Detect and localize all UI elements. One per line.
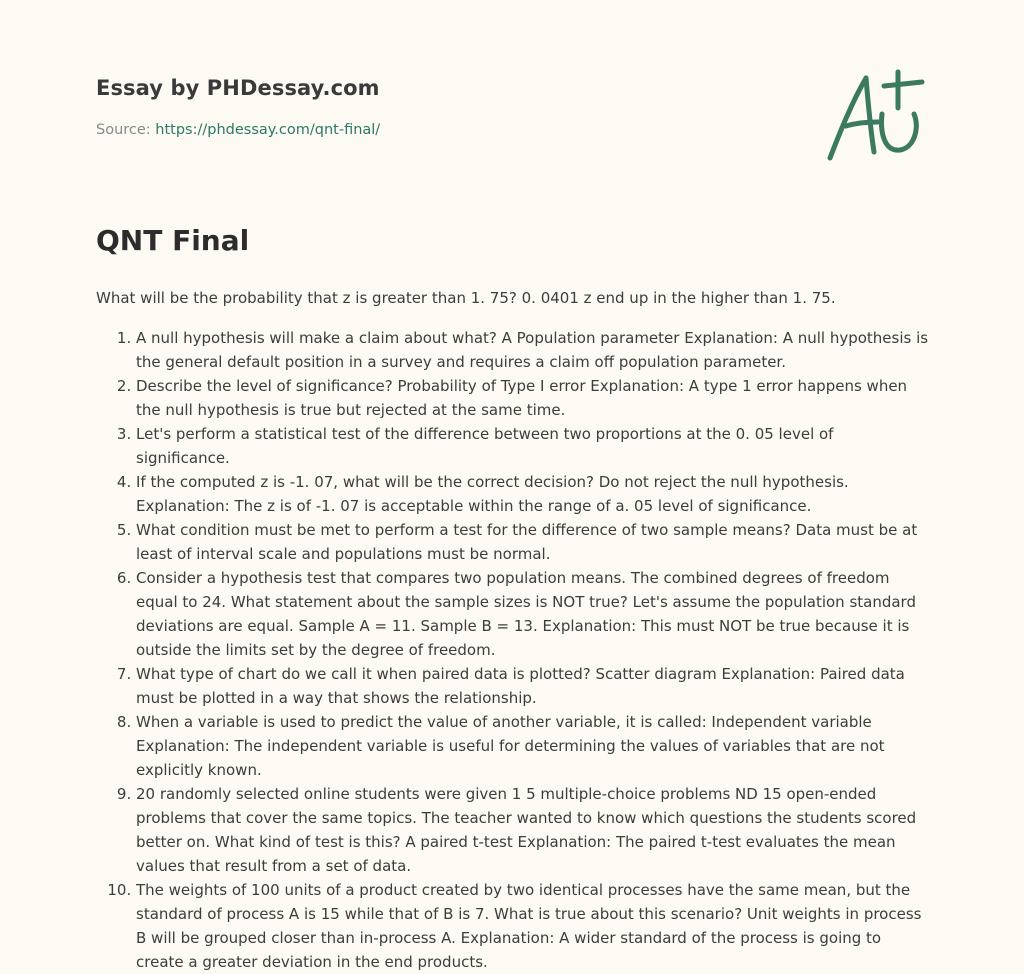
essay-content (96, 286, 930, 974)
a-plus-logo-icon (822, 66, 932, 166)
list-item: 5. What condition must be met to perform a test for the difference of two sample means? Data must be at least of interval scale and populations must be normal. (136, 518, 930, 566)
list-item: 4. If the computed z is -1. 07, what will be the correct decision? Do not reject the null hypothesis. Explanation: The z is of -1. 07 is acceptable within the range of a. 05 level of significance. (136, 470, 930, 518)
list-item: 2. Describe the level of significance? Probability of Type I error Explanation: A type 1 error happens when the null hypothesis is true but rejected at the same time. (136, 374, 930, 422)
list-item: 9. 20 randomly selected online students were given 1 5 multiple-choice problems ND 15 open-ended problems that cover the same topics. The teacher wanted to know which questions the students scored better on. What kind of test is this? A paired t-test Explanation: The paired t-test evaluates the mean values that result from a set of data. (136, 782, 930, 878)
intro-paragraph: What will be the probability that z is greater than 1. 75? 0. 0401 z end up in the higher than 1. 75. (96, 289, 836, 307)
list-item: 6. Consider a hypothesis test that compares two population means. The combined degrees of freedom equal to 24. What statement about the sample sizes is NOT true? Let's assume the population standard deviations are equal. Sample A = 11. Sample B = 13. Explanation: This must NOT be true because it is outside the limits set by the degree of freedom. (136, 566, 930, 662)
page-header (96, 76, 928, 138)
questions-list (96, 326, 930, 974)
list-item: 3. Let's perform a statistical test of the difference between two proportions at the 0. 05 level of significance. (136, 422, 930, 470)
list-item: 8. When a variable is used to predict the value of another variable, it is called: Independent variable Explanation: The independent variable is useful for determining the values of variables that are not explicitly known. (136, 710, 930, 782)
source-link[interactable]: https://phdessay.com/qnt-final/ (155, 122, 381, 138)
source-line (96, 122, 928, 138)
page-title: QNT Final (96, 224, 250, 257)
list-item: 10. The weights of 100 units of a product created by two identical processes have the same mean, but the standard of process A is 15 while that of B is 7. What is true about this scenario? Unit weights in process B will be grouped closer than in-process A. Explanation: A wider standard of the process is going to create a greater deviation in the end products. (136, 878, 930, 974)
source-label: Source: (96, 122, 151, 138)
list-item: 1. A null hypothesis will make a claim about what? A Population parameter Explanation: A null hypothesis is the general default position in a survey and requires a claim off population parameter. (136, 326, 930, 374)
list-item: 7. What type of chart do we call it when paired data is plotted? Scatter diagram Explanation: Paired data must be plotted in a way that shows the relationship. (136, 662, 930, 710)
site-title: Essay by PHDessay.com (96, 76, 380, 100)
